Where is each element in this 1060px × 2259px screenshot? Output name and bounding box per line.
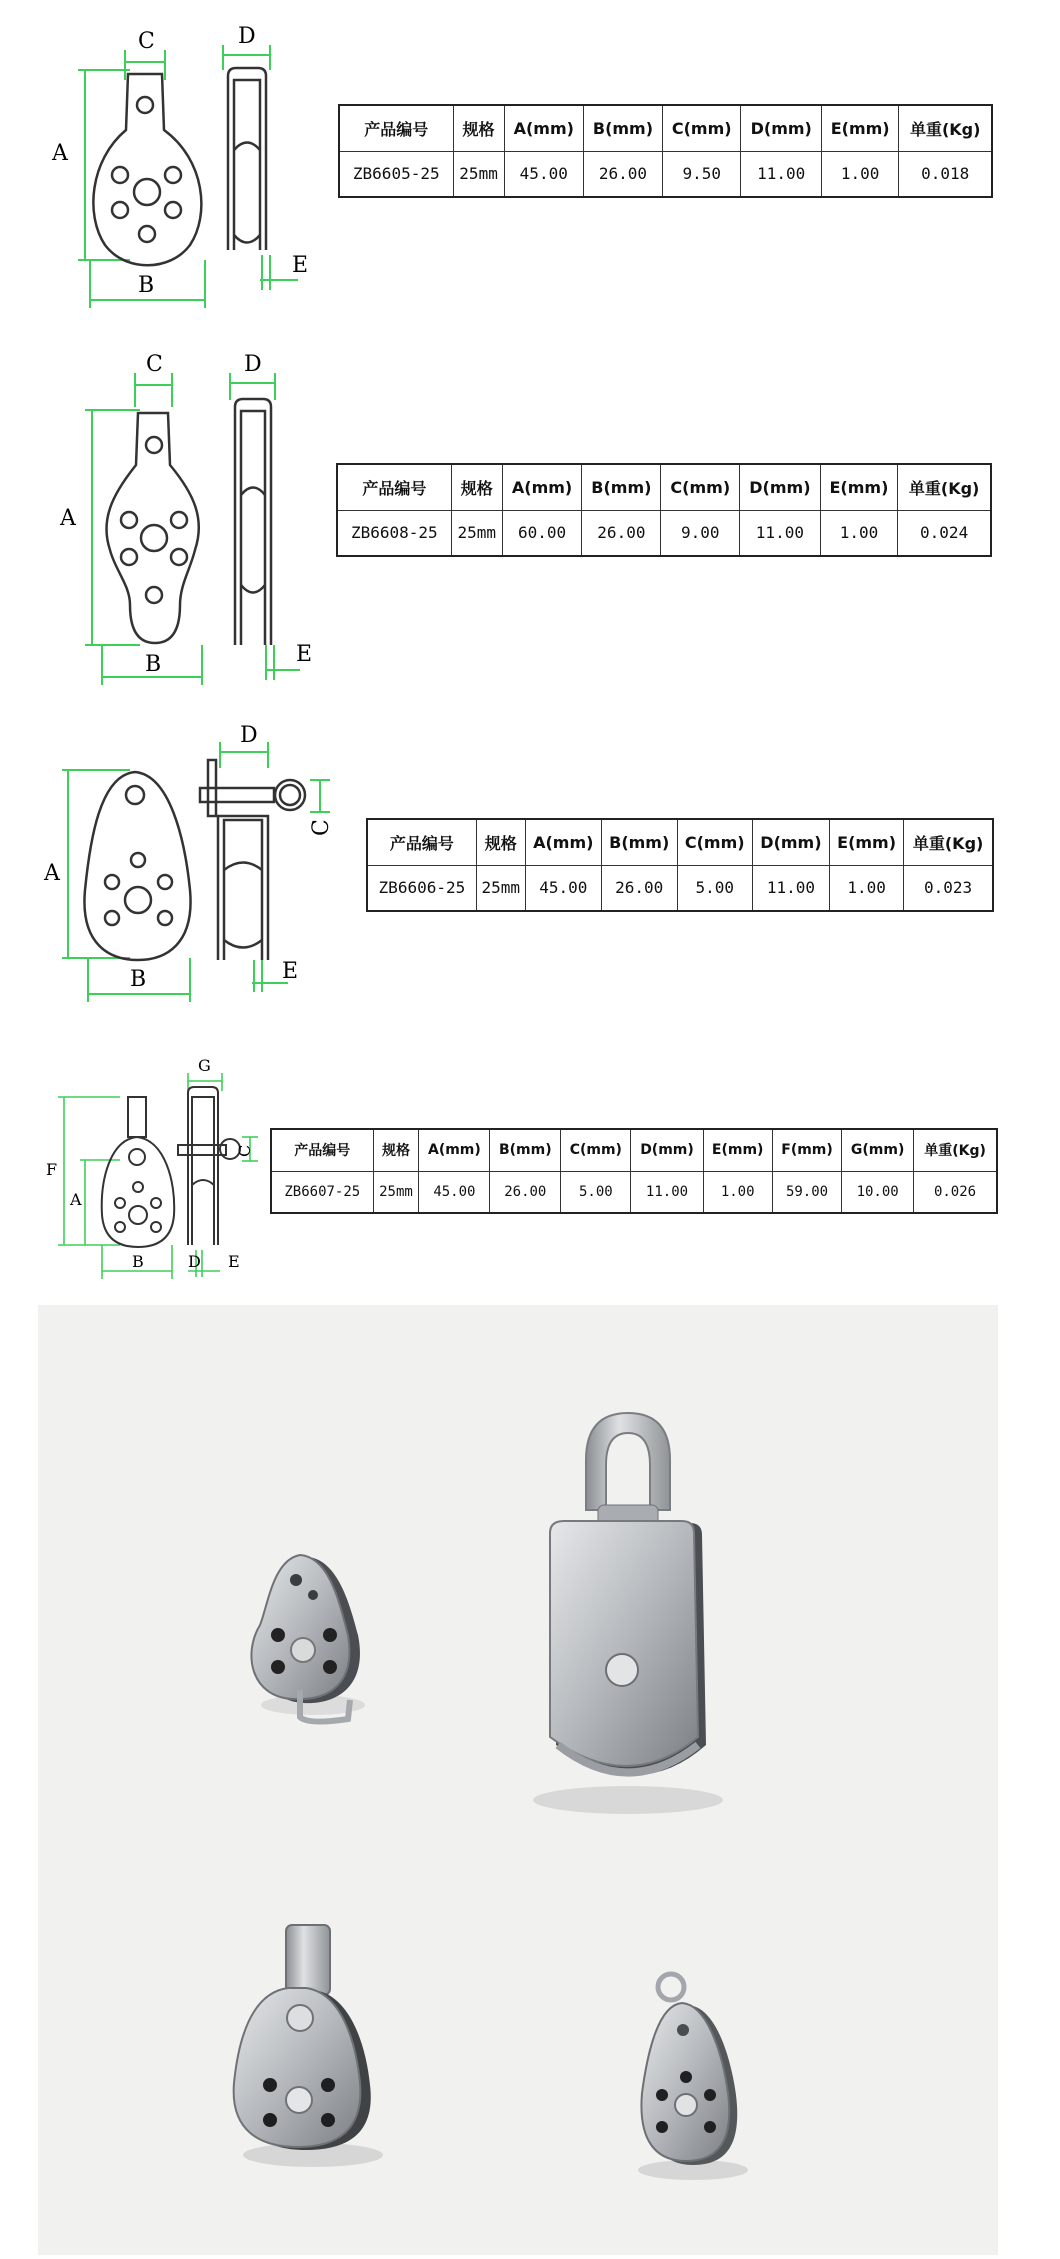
header-product-code: 产品编号	[337, 464, 451, 510]
header-e: E(mm)	[829, 819, 903, 865]
header-b: B(mm)	[490, 1129, 561, 1171]
header-weight: 单重(Kg)	[914, 1129, 997, 1171]
cell-a: 45.00	[525, 865, 601, 911]
dim-label-e: E	[292, 253, 309, 278]
header-c: C(mm)	[663, 105, 741, 151]
header-spec: 规格	[373, 1129, 419, 1171]
cell-c: 5.00	[677, 865, 752, 911]
dim-label-e: E	[282, 959, 299, 984]
dim-label-d: D	[244, 352, 262, 377]
dim-label-f: F	[46, 1160, 58, 1179]
cell-d: 11.00	[752, 865, 829, 911]
dim-label-e: E	[296, 642, 313, 667]
cell-weight: 0.024	[898, 510, 991, 556]
dim-label-d: D	[238, 24, 256, 49]
spec-section-1	[0, 0, 1060, 330]
dim-label-b: B	[145, 652, 162, 677]
header-c: C(mm)	[661, 464, 740, 510]
dim-label-b: B	[132, 1252, 144, 1271]
pulley-drawing-1	[30, 10, 330, 310]
pulley-photo-4	[638, 1974, 748, 2180]
product-photo	[38, 1305, 998, 2255]
dim-label-a: A	[44, 861, 60, 886]
cell-product-code: ZB6605-25	[339, 151, 453, 197]
header-weight: 单重(Kg)	[898, 464, 991, 510]
cell-spec: 25mm	[476, 865, 525, 911]
header-e: E(mm)	[821, 105, 898, 151]
cell-f: 59.00	[772, 1171, 841, 1213]
pulley-photo-1	[251, 1555, 365, 1722]
header-a: A(mm)	[525, 819, 601, 865]
header-b: B(mm)	[583, 105, 662, 151]
cell-e: 1.00	[821, 151, 898, 197]
dim-label-c: C	[138, 29, 155, 54]
header-weight: 单重(Kg)	[904, 819, 993, 865]
dim-label-e: E	[228, 1252, 240, 1271]
cell-a: 45.00	[504, 151, 583, 197]
cell-e: 1.00	[703, 1171, 772, 1213]
cell-c: 9.00	[661, 510, 740, 556]
cell-a: 60.00	[502, 510, 581, 556]
cell-spec: 25mm	[451, 510, 502, 556]
cell-b: 26.00	[601, 865, 677, 911]
pulley-photo-illustration	[38, 1305, 998, 2255]
header-d: D(mm)	[741, 105, 821, 151]
header-a: A(mm)	[504, 105, 583, 151]
cell-weight: 0.023	[904, 865, 993, 911]
dim-label-g: G	[198, 1056, 211, 1075]
cell-e: 1.00	[829, 865, 903, 911]
cell-a: 45.00	[419, 1171, 490, 1213]
dim-label-c: C	[235, 1144, 254, 1157]
cell-e: 1.00	[820, 510, 898, 556]
header-a: A(mm)	[419, 1129, 490, 1171]
pulley-photo-3	[234, 1925, 383, 2167]
cell-d: 11.00	[631, 1171, 703, 1213]
header-d: D(mm)	[752, 819, 829, 865]
spec-section-2	[0, 340, 1060, 710]
header-spec: 规格	[453, 105, 504, 151]
header-e: E(mm)	[703, 1129, 772, 1171]
pulley-photo-2	[533, 1413, 723, 1814]
header-spec: 规格	[451, 464, 502, 510]
spec-section-4	[0, 1040, 1060, 1290]
cell-spec: 25mm	[453, 151, 504, 197]
cell-weight: 0.026	[914, 1171, 997, 1213]
cell-product-code: ZB6608-25	[337, 510, 451, 556]
pulley-drawing-4	[40, 1055, 280, 1285]
header-b: B(mm)	[582, 464, 661, 510]
header-c: C(mm)	[561, 1129, 631, 1171]
spec-table-3	[366, 818, 994, 912]
header-b: B(mm)	[601, 819, 677, 865]
dim-label-d: D	[188, 1252, 201, 1271]
cell-spec: 25mm	[373, 1171, 419, 1213]
header-c: C(mm)	[677, 819, 752, 865]
dim-label-a: A	[70, 1190, 82, 1209]
header-d: D(mm)	[631, 1129, 703, 1171]
cell-c: 5.00	[561, 1171, 631, 1213]
cell-g: 10.00	[842, 1171, 914, 1213]
cell-d: 11.00	[740, 510, 821, 556]
header-d: D(mm)	[740, 464, 821, 510]
cell-c: 9.50	[663, 151, 741, 197]
dim-label-d: D	[240, 723, 258, 748]
header-e: E(mm)	[820, 464, 898, 510]
spec-table-2	[336, 463, 992, 557]
spec-table-1	[338, 104, 993, 198]
header-product-code: 产品编号	[271, 1129, 373, 1171]
header-product-code: 产品编号	[339, 105, 453, 151]
pulley-drawing-3	[30, 720, 350, 1020]
dim-label-c: C	[146, 352, 163, 377]
dim-label-c: C	[309, 819, 334, 836]
header-a: A(mm)	[502, 464, 581, 510]
dim-label-a: A	[60, 506, 76, 531]
cell-product-code: ZB6606-25	[367, 865, 476, 911]
dim-label-b: B	[138, 273, 155, 298]
header-g: G(mm)	[842, 1129, 914, 1171]
cell-b: 26.00	[490, 1171, 561, 1213]
cell-weight: 0.018	[899, 151, 992, 197]
spec-table-4	[270, 1128, 998, 1214]
header-f: F(mm)	[772, 1129, 841, 1171]
header-spec: 规格	[476, 819, 525, 865]
cell-product-code: ZB6607-25	[271, 1171, 373, 1213]
header-weight: 单重(Kg)	[899, 105, 992, 151]
dim-label-a: A	[52, 141, 68, 166]
dim-label-b: B	[130, 967, 147, 992]
cell-b: 26.00	[582, 510, 661, 556]
cell-d: 11.00	[741, 151, 821, 197]
cell-b: 26.00	[583, 151, 662, 197]
pulley-drawing-2	[30, 345, 330, 690]
spec-section-3	[0, 720, 1060, 1020]
header-product-code: 产品编号	[367, 819, 476, 865]
